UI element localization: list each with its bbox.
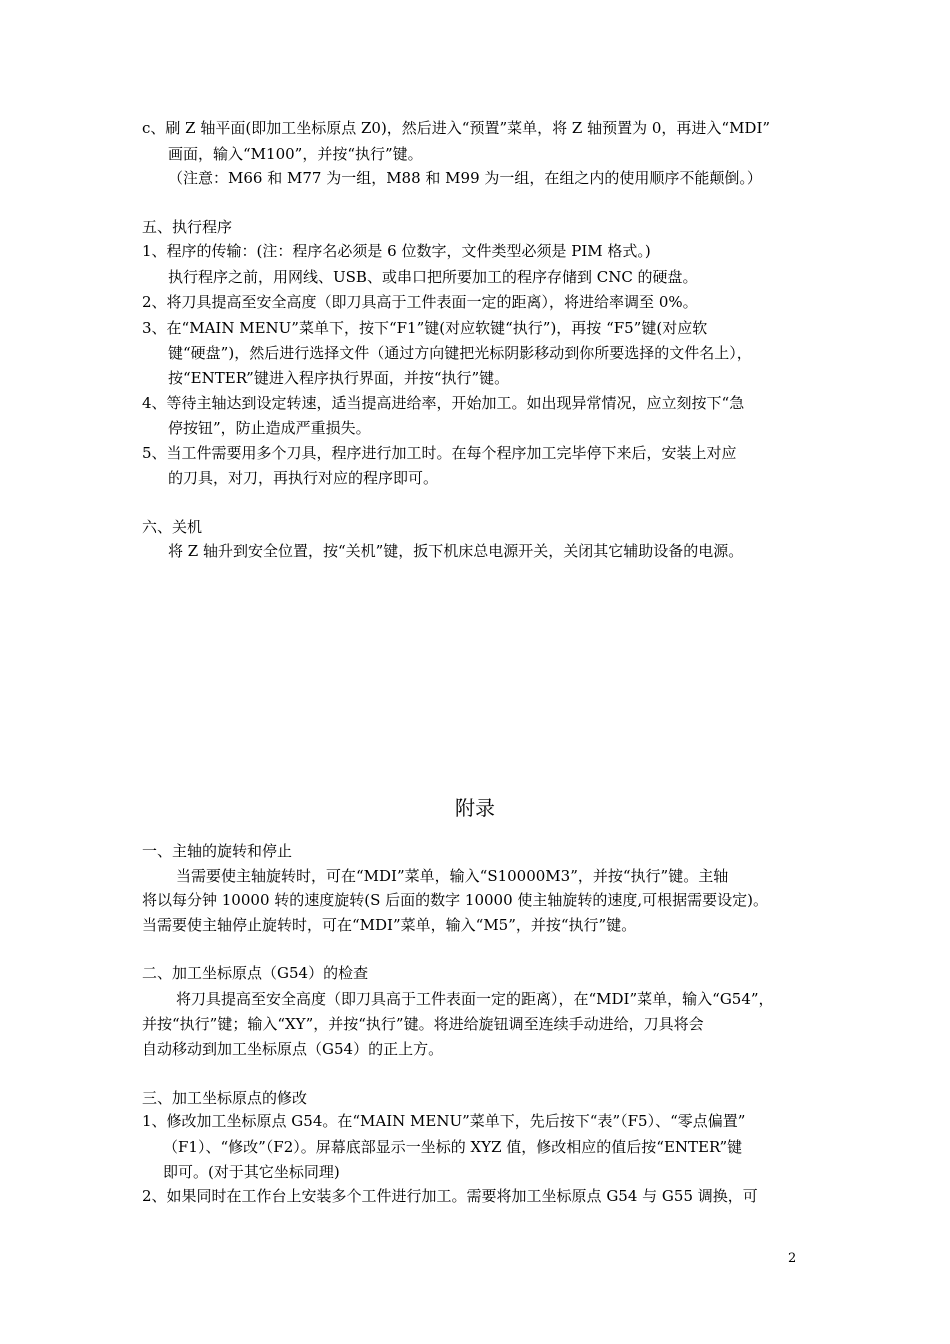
section-6-body: 将 Z 轴升到安全位置，按“关机”键，扳下机床总电源开关，关闭其它辅助设备的电源。: [168, 542, 744, 560]
section-c-note: （注意：M66 和 M77 为一组，M88 和 M99 为一组，在组之内的使用顺序不能颠倒。）: [168, 169, 762, 187]
section-c-line-1: c、刷 Z 轴平面(即加工坐标原点 Z0)，然后进入“预置”菜单，将 Z 轴预置为 0，再进入“MDI”: [142, 119, 771, 137]
section-5-heading: 五、执行程序: [142, 218, 233, 236]
section-5-item-3-line-3: 按“ENTER”键进入程序执行界面，并按“执行”键。: [168, 369, 510, 387]
section-5-item-1-line-1: 1、程序的传输：(注：程序名必须是 6 位数字，文件类型必须是 PIM 格式。): [142, 242, 651, 260]
section-c-line-2: 画面，输入“M100”，并按“执行”键。: [168, 145, 423, 163]
appendix-section-1-line-3: 当需要使主轴停止旋转时，可在“MDI”菜单，输入“M5”，并按“执行”键。: [142, 916, 637, 934]
appendix-section-2-line-1: 将刀具提高至安全高度（即刀具高于工件表面一定的距离），在“MDI”菜单，输入“G54”，: [176, 990, 774, 1008]
appendix-section-2-line-2: 并按“执行”键；输入“XY”，并按“执行”键。将进给旋钮调至连续手动进给，刀具将会: [142, 1015, 704, 1033]
section-5-item-2: 2、将刀具提高至安全高度（即刀具高于工件表面一定的距离），将进给率调至 0%。: [142, 293, 698, 311]
section-5-item-3-line-1: 3、在“MAIN MENU”菜单下，按下“F1”键(对应软键“执行”)，再按 “F5”键(对应软: [142, 319, 708, 337]
appendix-section-3-item-1-line-3: 即可。(对于其它坐标同理): [163, 1163, 340, 1181]
appendix-section-3-heading: 三、加工坐标原点的修改: [142, 1089, 308, 1107]
appendix-section-2-line-3: 自动移动到加工坐标原点（G54）的正上方。: [142, 1040, 444, 1058]
section-5-item-4-line-1: 4、等待主轴达到设定转速，适当提高进给率，开始加工。如出现异常情况，应立刻按下“急: [142, 394, 745, 412]
appendix-section-3-item-1-line-1: 1、修改加工坐标原点 G54。在“MAIN MENU”菜单下，先后按下“表”（F5）、“零点偏置”: [142, 1112, 746, 1130]
section-5-item-1-line-2: 执行程序之前，用网线、USB、或串口把所要加工的程序存储到 CNC 的硬盘。: [168, 268, 698, 286]
appendix-section-1-line-2: 将以每分钟 10000 转的速度旋转(S 后面的数字 10000 使主轴旋转的速度,可根据需要设定)。: [142, 891, 769, 909]
appendix-section-2-heading: 二、加工坐标原点（G54）的检查: [142, 964, 369, 982]
page-number: 2: [788, 1251, 797, 1266]
appendix-section-3-item-1-line-2: （F1）、“修改”（F2）。屏幕底部显示一坐标的 XYZ 值，修改相应的值后按“ENTER”键: [163, 1138, 743, 1156]
appendix-section-1-heading: 一、主轴的旋转和停止: [142, 842, 293, 860]
section-5-item-3-line-2: 键“硬盘”)，然后进行选择文件（通过方向键把光标阴影移动到你所要选择的文件名上），: [168, 344, 752, 362]
section-5-item-5-line-2: 的刀具，对刀，再执行对应的程序即可。: [168, 469, 439, 487]
section-5-item-5-line-1: 5、当工件需要用多个刀具，程序进行加工时。在每个程序加工完毕停下来后，安装上对应: [142, 444, 737, 462]
section-6-heading: 六、关机: [142, 518, 203, 536]
appendix-title: 附录: [455, 796, 495, 820]
appendix-section-1-line-1: 当需要使主轴旋转时，可在“MDI”菜单，输入“S10000M3”，并按“执行”键。主轴: [176, 867, 729, 885]
section-5-item-4-line-2: 停按钮”，防止造成严重损失。: [168, 419, 371, 437]
appendix-section-3-item-2-line-1: 2、如果同时在工作台上安装多个工件进行加工。需要将加工坐标原点 G54 与 G55 调换，可: [142, 1187, 758, 1205]
